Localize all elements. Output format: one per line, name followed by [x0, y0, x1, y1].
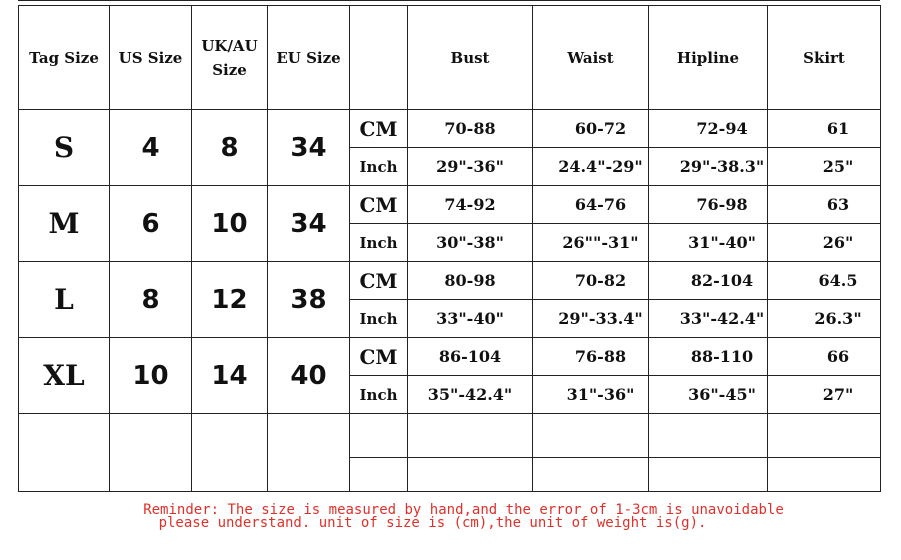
empty-cell — [350, 414, 408, 458]
unit-inch-cell: Inch — [350, 148, 408, 186]
hip-inch-cell: 33"-42.4" — [649, 300, 768, 338]
empty-cell — [649, 414, 768, 458]
empty-cell — [533, 414, 649, 458]
skirt-inch-cell: 25" — [768, 148, 881, 186]
waist-inch-cell: 31"-36" — [533, 376, 649, 414]
tag-size-cell: XL — [19, 338, 110, 414]
waist-cm-cell: 70-82 — [533, 262, 649, 300]
empty-cell — [768, 458, 881, 492]
table-row — [19, 186, 881, 224]
empty-row — [19, 414, 881, 458]
skirt-inch-cell: 26" — [768, 224, 881, 262]
us-size-cell: 8 — [110, 262, 192, 338]
header-ukau-line2: Size — [212, 60, 247, 79]
header-waist: Waist — [533, 6, 649, 110]
us-size-cell: 10 — [110, 338, 192, 414]
eu-size-cell: 40 — [268, 338, 350, 414]
unit-cm-cell: CM — [350, 110, 408, 148]
bust-cm-cell: 70-88 — [408, 110, 533, 148]
empty-cell — [192, 414, 268, 492]
uk-size-cell: 14 — [192, 338, 268, 414]
unit-cm-cell: CM — [350, 186, 408, 224]
header-ukau-line1: UK/AU — [201, 36, 258, 55]
hip-cm-cell: 76-98 — [649, 186, 768, 224]
unit-cm-cell: CM — [350, 338, 408, 376]
us-size-cell: 4 — [110, 110, 192, 186]
tag-size-cell: L — [19, 262, 110, 338]
table-row — [19, 338, 881, 376]
bust-cm-cell: 80-98 — [408, 262, 533, 300]
eu-size-cell: 38 — [268, 262, 350, 338]
skirt-inch-cell: 26.3" — [768, 300, 881, 338]
waist-cm-cell: 76-88 — [533, 338, 649, 376]
eu-size-cell: 34 — [268, 186, 350, 262]
waist-inch-cell: 26""-31" — [533, 224, 649, 262]
bust-inch-cell: 33"-40" — [408, 300, 533, 338]
waist-cm-cell: 64-76 — [533, 186, 649, 224]
empty-cell — [19, 414, 110, 492]
bust-inch-cell: 30"-38" — [408, 224, 533, 262]
hip-cm-cell: 72-94 — [649, 110, 768, 148]
header-bust: Bust — [408, 6, 533, 110]
unit-cm-cell: CM — [350, 262, 408, 300]
unit-inch-cell: Inch — [350, 224, 408, 262]
table-row — [19, 262, 881, 300]
size-chart-table — [18, 5, 881, 492]
hip-inch-cell: 36"-45" — [649, 376, 768, 414]
empty-cell — [350, 458, 408, 492]
empty-cell — [408, 458, 533, 492]
tag-size-cell: M — [19, 186, 110, 262]
skirt-inch-cell: 27" — [768, 376, 881, 414]
header-row — [19, 6, 881, 110]
hip-inch-cell: 31"-40" — [649, 224, 768, 262]
header-tag-size: Tag Size — [19, 6, 110, 110]
header-eu-size: EU Size — [268, 6, 350, 110]
bust-inch-cell: 35"-42.4" — [408, 376, 533, 414]
uk-size-cell: 10 — [192, 186, 268, 262]
header-unit-blank — [350, 6, 408, 110]
reminder-line-2: please understand. unit of size is (cm),the unit of weight is(g). — [158, 515, 707, 531]
bust-cm-cell: 74-92 — [408, 186, 533, 224]
waist-inch-cell: 24.4"-29" — [533, 148, 649, 186]
skirt-cm-cell: 64.5 — [768, 262, 881, 300]
bust-inch-cell: 29"-36" — [408, 148, 533, 186]
empty-cell — [768, 414, 881, 458]
skirt-cm-cell: 63 — [768, 186, 881, 224]
uk-size-cell: 12 — [192, 262, 268, 338]
us-size-cell: 6 — [110, 186, 192, 262]
waist-cm-cell: 60-72 — [533, 110, 649, 148]
unit-inch-cell: Inch — [350, 300, 408, 338]
tag-size-cell: S — [19, 110, 110, 186]
empty-cell — [408, 414, 533, 458]
header-us-size: US Size — [110, 6, 192, 110]
header-ukau-size — [192, 6, 268, 110]
header-hipline: Hipline — [649, 6, 768, 110]
skirt-cm-cell: 61 — [768, 110, 881, 148]
hip-inch-cell: 29"-38.3" — [649, 148, 768, 186]
empty-cell — [268, 414, 350, 492]
unit-inch-cell: Inch — [350, 376, 408, 414]
empty-cell — [533, 458, 649, 492]
hip-cm-cell: 82-104 — [649, 262, 768, 300]
waist-inch-cell: 29"-33.4" — [533, 300, 649, 338]
empty-cell — [649, 458, 768, 492]
uk-size-cell: 8 — [192, 110, 268, 186]
hip-cm-cell: 88-110 — [649, 338, 768, 376]
header-skirt: Skirt — [768, 6, 881, 110]
table-row — [19, 110, 881, 148]
reminder-line-1: Reminder: The size is measured by hand,and the error of 1-3cm is unavoidable — [143, 502, 784, 518]
eu-size-cell: 34 — [268, 110, 350, 186]
skirt-cm-cell: 66 — [768, 338, 881, 376]
empty-cell — [110, 414, 192, 492]
bust-cm-cell: 86-104 — [408, 338, 533, 376]
